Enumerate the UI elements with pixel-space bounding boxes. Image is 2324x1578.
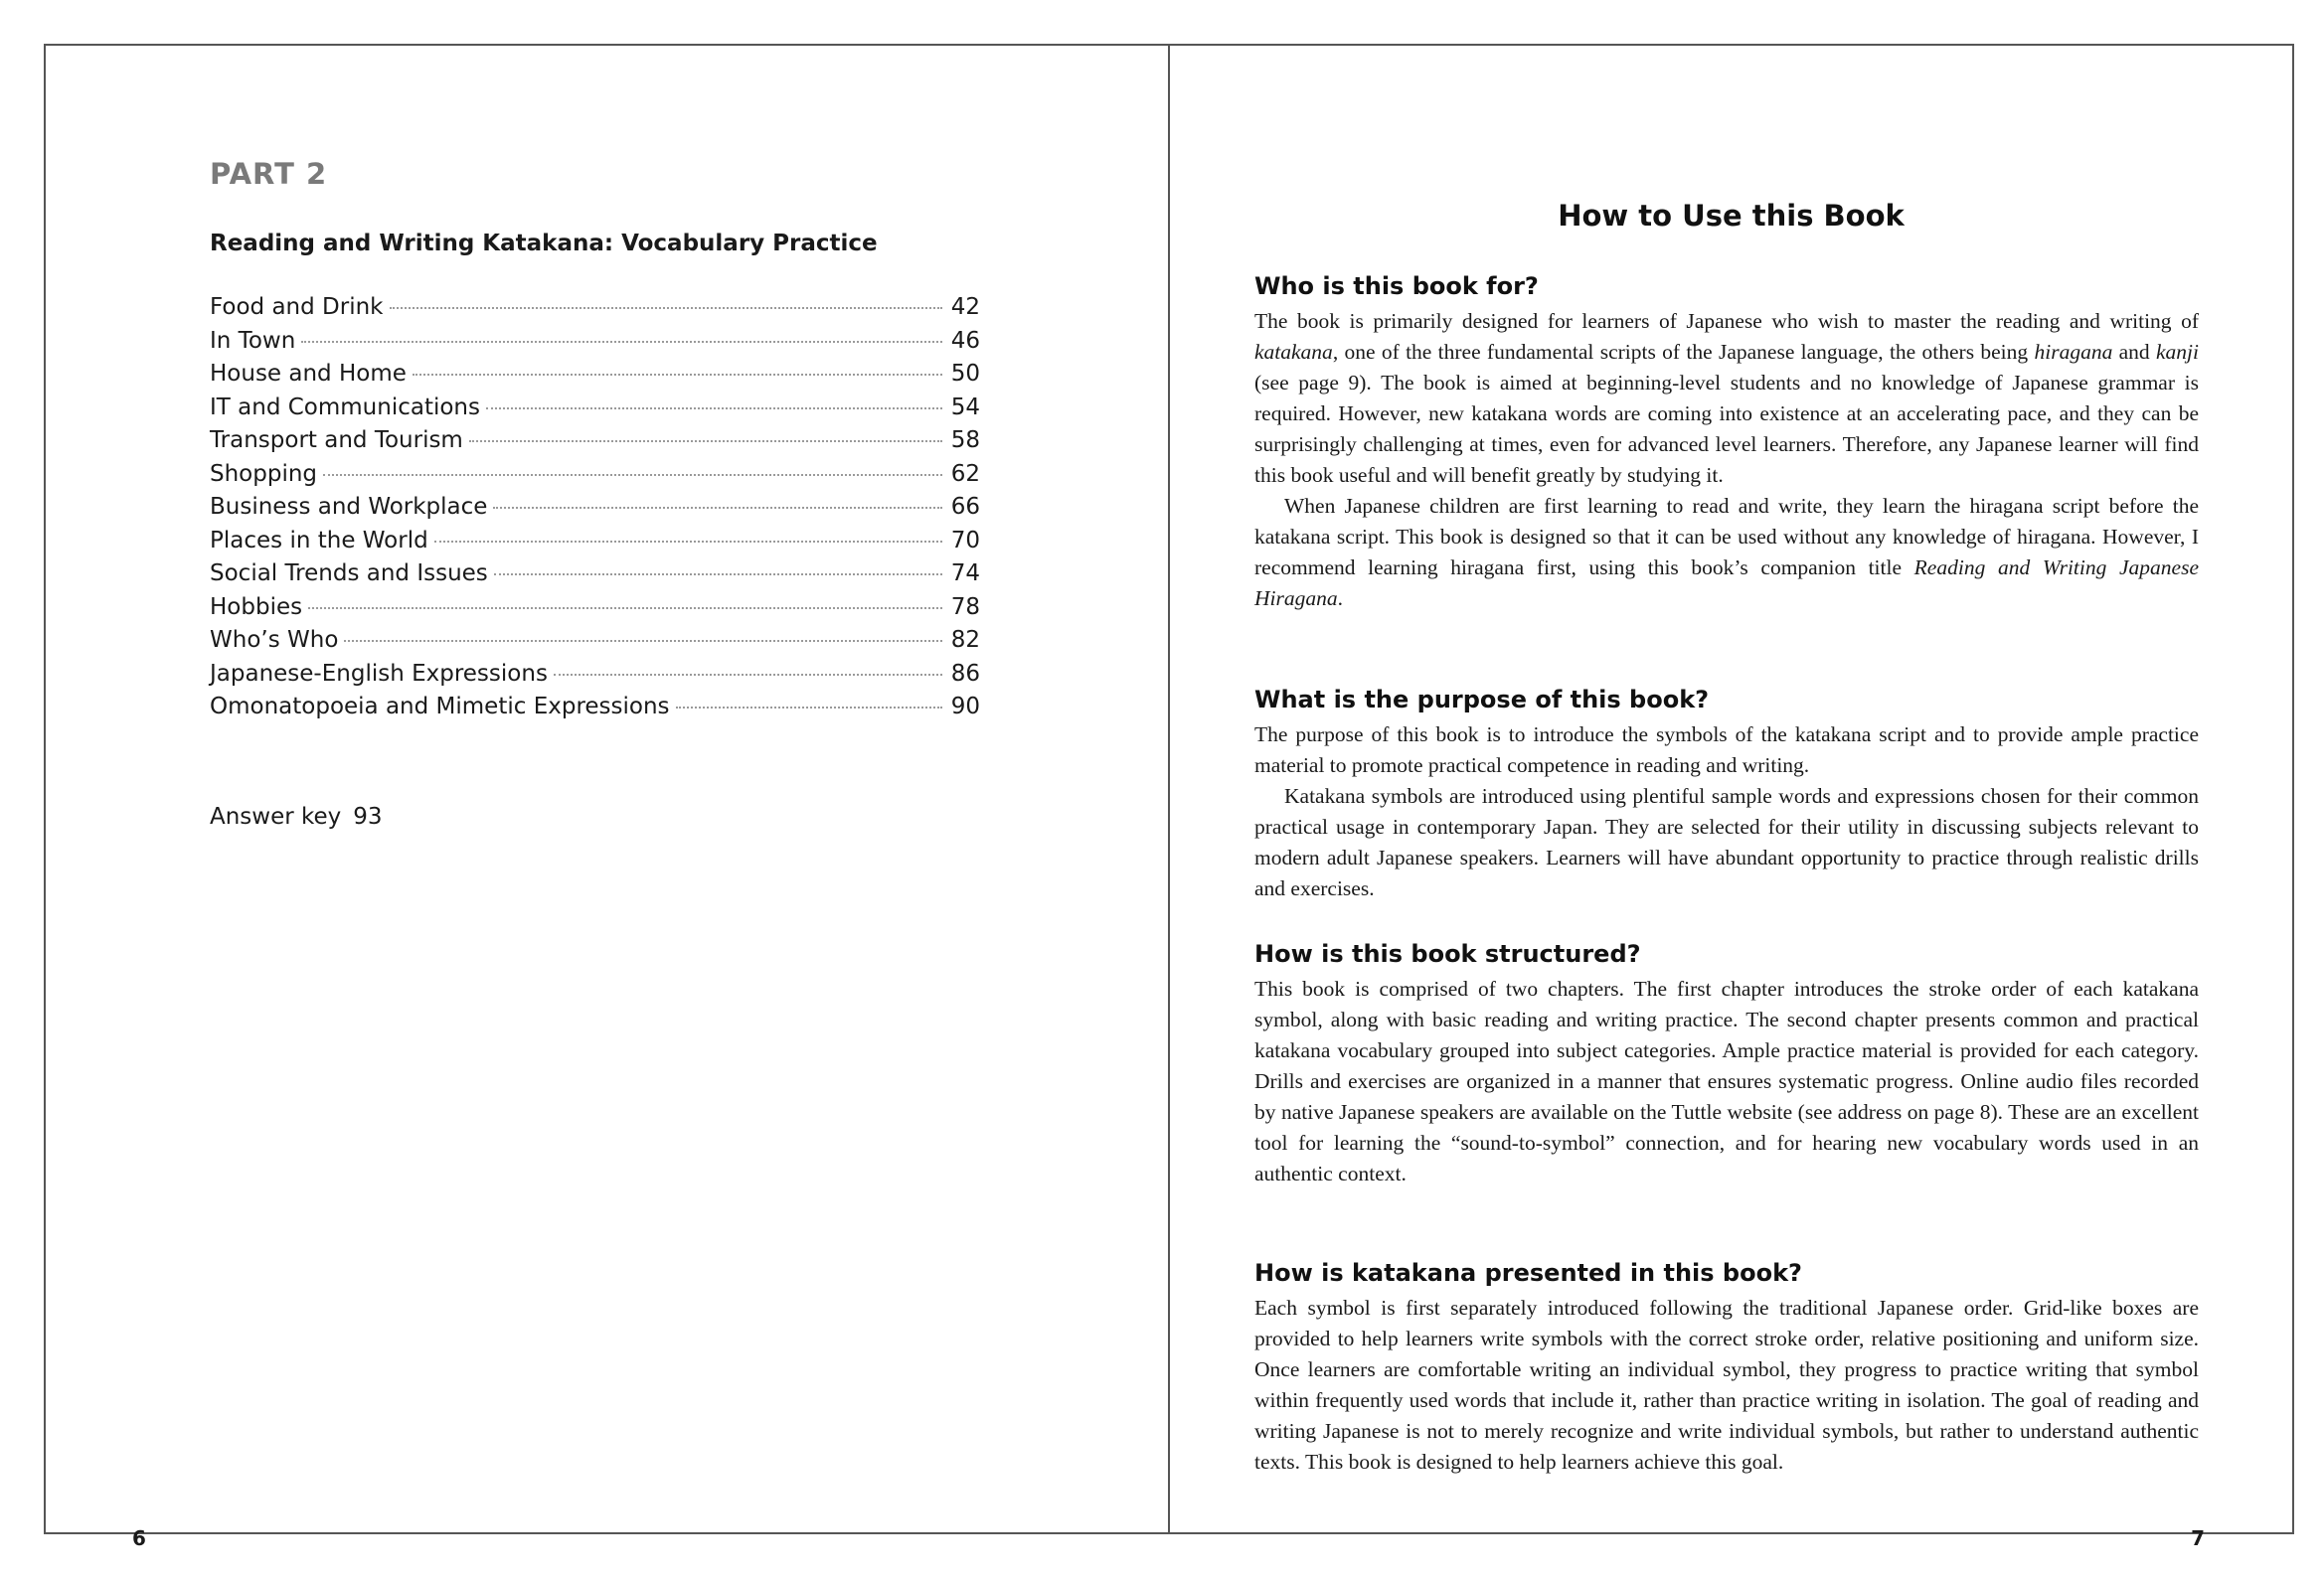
toc-entry-page: 50 bbox=[950, 361, 980, 387]
toc-entry-page: 46 bbox=[950, 327, 980, 354]
dot-leader bbox=[469, 440, 942, 442]
toc-entry-page: 58 bbox=[950, 427, 980, 453]
toc-entry-title: Hobbies bbox=[210, 593, 303, 620]
section-paragraph: When Japanese children are first learning to read and write, they learn the hiragana script before the katakana script. This book is designed so that it can be used without any knowledge of hiragana. However, I recommend learning hiragana first, using this book’s companion title Reading and Writing Japanese Hiragana. bbox=[1254, 494, 2199, 610]
dot-leader bbox=[493, 507, 942, 509]
dot-leader bbox=[308, 607, 942, 609]
toc-entry-transport-and-tourism[interactable] bbox=[210, 427, 980, 461]
page-title: How to Use this Book bbox=[1558, 199, 1905, 233]
dot-leader bbox=[676, 707, 942, 709]
toc-entry-title: Transport and Tourism bbox=[210, 427, 463, 453]
section-paragraph: The purpose of this book is to introduce the symbols of the katakana script and to provide ample practice material to promote practical competence in reading and writing. bbox=[1254, 722, 2199, 777]
toc-entry-house-and-home[interactable] bbox=[210, 361, 980, 394]
toc-entry-title: IT and Communications bbox=[210, 394, 480, 420]
toc-entry-in-town[interactable] bbox=[210, 328, 980, 362]
toc-entry-page: 62 bbox=[950, 460, 980, 487]
toc-entry-page: 74 bbox=[950, 560, 980, 586]
section-paragraph: Katakana symbols are introduced using plentiful sample words and expressions chosen for their common practical usage in contemporary Japan. They are selected for their utility in discussing subjects relevant to modern adult Japanese speakers. Learners will have abundant opportunity to practice through realistic drills and exercises. bbox=[1254, 784, 2199, 900]
section-paragraph: Each symbol is first separately introduced following the traditional Japanese order. Grid-like boxes are provided to help learners write symbols with the correct stroke order, relative positioning and uniform size. Once learners are comfortable writing an individual symbol, they progress to practice writing that symbol within frequently used words that include it, rather than practice writing in isolation. The goal of reading and writing Japanese is not to merely recognize and write individual symbols, but rather to understand authentic texts. This book is designed to help learners achieve this goal. bbox=[1254, 1296, 2199, 1474]
section-paragraph: The book is primarily designed for learners of Japanese who wish to master the reading and writing of katakana, one of the three fundamental scripts of the Japanese language, the others being hiragana and kanji (see page 9). The book is aimed at beginning-level students and no knowledge of Japanese grammar is required. However, new katakana words are coming into existence at an accelerating pace, and they can be surprisingly challenging at times, even for advanced level learners. Therefore, any Japanese learner will find this book useful and will benefit greatly by studying it. bbox=[1254, 309, 2199, 487]
toc-entry-shopping[interactable] bbox=[210, 461, 980, 495]
toc-entry-title: Places in the World bbox=[210, 527, 428, 553]
toc-entry-whos-who[interactable] bbox=[210, 627, 980, 661]
section-presentation bbox=[1254, 1257, 2199, 1478]
dot-leader bbox=[301, 341, 942, 343]
toc-entry-it-and-communications[interactable] bbox=[210, 394, 980, 428]
toc-entry-title: Social Trends and Issues bbox=[210, 560, 488, 586]
toc-entry-title: House and Home bbox=[210, 361, 407, 387]
dot-leader bbox=[554, 674, 942, 676]
toc-entry-food-and-drink[interactable] bbox=[210, 294, 980, 328]
dot-leader bbox=[413, 374, 942, 376]
toc-entry-page: 90 bbox=[950, 694, 980, 719]
toc-entry-page: 54 bbox=[950, 394, 980, 420]
toc-entry-title: In Town bbox=[210, 327, 296, 354]
toc-entry-page: 66 bbox=[950, 494, 980, 520]
part-label: PART 2 bbox=[210, 157, 328, 191]
section-who-is-this-book-for bbox=[1254, 270, 2199, 614]
section-heading: What is the purpose of this book? bbox=[1254, 686, 1710, 713]
toc-entry-title: Omonatopoeia and Mimetic Expressions bbox=[210, 694, 670, 719]
answer-key-label: Answer key bbox=[210, 804, 342, 830]
answer-key-entry[interactable] bbox=[210, 804, 383, 830]
section-structure bbox=[1254, 938, 2199, 1189]
toc-entry-social-trends-and-issues[interactable] bbox=[210, 560, 980, 594]
toc-entry-title: Business and Workplace bbox=[210, 494, 488, 520]
table-of-contents bbox=[210, 294, 980, 727]
dot-leader bbox=[390, 307, 943, 309]
section-heading: How is this book structured? bbox=[1254, 940, 1641, 968]
toc-entry-title: Who’s Who bbox=[210, 627, 339, 653]
toc-entry-hobbies[interactable] bbox=[210, 594, 980, 628]
toc-entry-japanese-english-expressions[interactable] bbox=[210, 661, 980, 695]
toc-entry-page: 42 bbox=[950, 294, 980, 320]
dot-leader bbox=[486, 407, 942, 409]
section-heading: How is katakana presented in this book? bbox=[1254, 1259, 1802, 1287]
dot-leader bbox=[344, 640, 942, 642]
toc-entry-onomatopoeia[interactable] bbox=[210, 694, 980, 727]
dot-leader bbox=[323, 474, 942, 476]
section-purpose bbox=[1254, 684, 2199, 904]
page-number-right: 7 bbox=[2191, 1526, 2205, 1550]
toc-entry-page: 70 bbox=[950, 527, 980, 553]
part-subtitle: Reading and Writing Katakana: Vocabulary Practice bbox=[210, 231, 878, 256]
toc-entry-page: 82 bbox=[950, 627, 980, 653]
left-page bbox=[44, 44, 1170, 1550]
toc-entry-page: 78 bbox=[950, 593, 980, 620]
dot-leader bbox=[434, 541, 942, 543]
toc-entry-page: 86 bbox=[950, 660, 980, 687]
page-number-left: 6 bbox=[132, 1526, 146, 1550]
right-page bbox=[1168, 44, 2294, 1550]
toc-entry-title: Shopping bbox=[210, 460, 318, 487]
toc-entry-title: Food and Drink bbox=[210, 294, 384, 320]
section-paragraph: This book is comprised of two chapters. The first chapter introduces the stroke order of each katakana symbol, along with basic reading and writing practice. The second chapter presents common and practical katakana vocabulary grouped into subject categories. Ample practice material is provided for each category. Drills and exercises are organized in a manner that ensures systematic progress. Online audio files recorded by native Japanese speakers are available on the Tuttle website (see address on page 8). These are an excellent tool for learning the “sound-to-symbol” connection, and for hearing new vocabulary words used in an authentic context. bbox=[1254, 977, 2199, 1185]
toc-entry-title: Japanese-English Expressions bbox=[210, 660, 548, 687]
dot-leader bbox=[494, 573, 942, 575]
section-heading: Who is this book for? bbox=[1254, 272, 1539, 300]
toc-entry-business-and-workplace[interactable] bbox=[210, 494, 980, 528]
toc-entry-places-in-the-world[interactable] bbox=[210, 528, 980, 561]
answer-key-page: 93 bbox=[353, 804, 383, 830]
